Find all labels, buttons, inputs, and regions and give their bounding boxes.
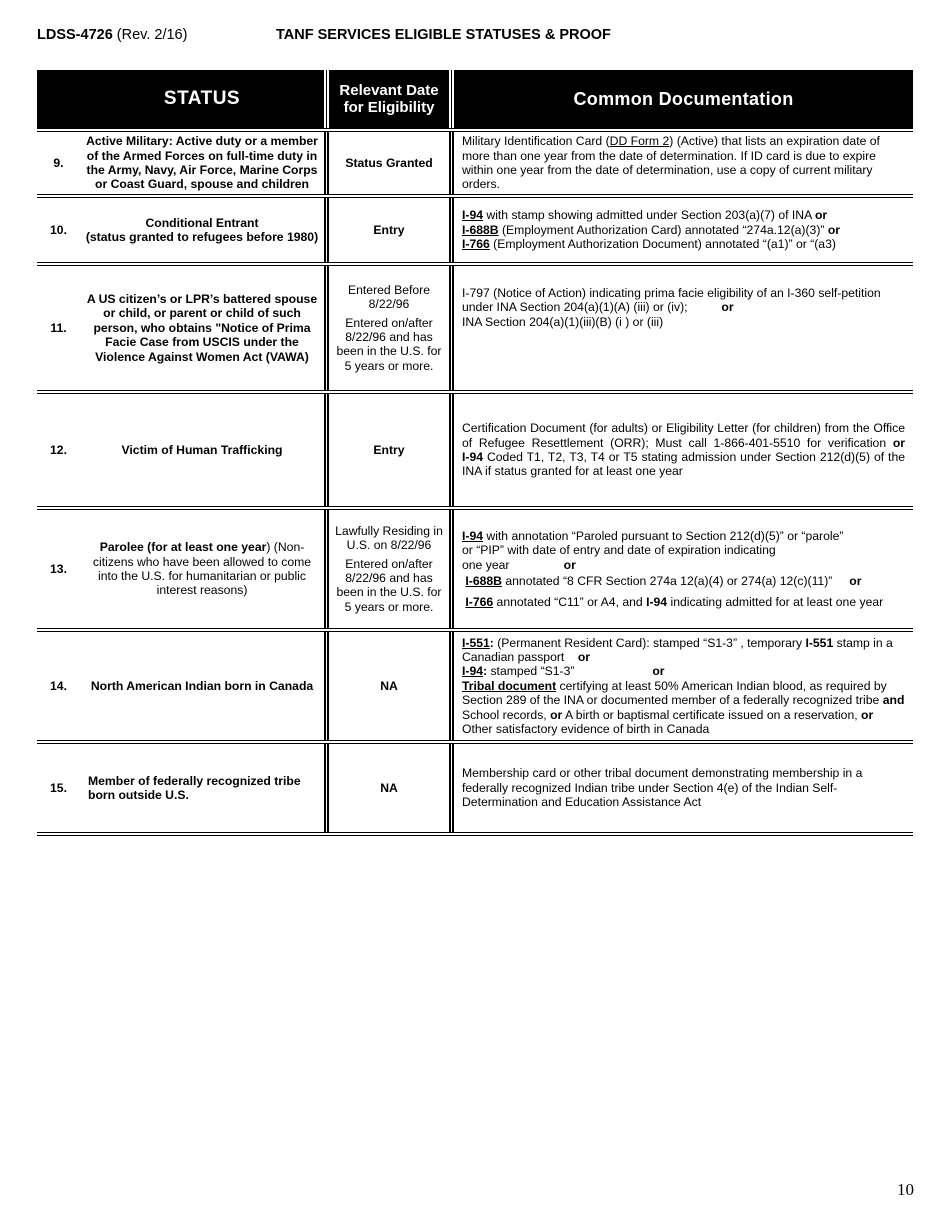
doc-text: (Employment Authorization Card) annotated “274a.12(a)(3)” [498, 222, 828, 237]
or-text: or [652, 664, 665, 679]
table-header-row [37, 70, 913, 128]
doc-text: (Employment Authorization Document) annotated “(a1)” or “(a3) [489, 237, 836, 252]
doc-text: Coded T1, T2, T3, T4 or T5 stating admission under Section 212(d)(5) of the INA if status granted for at least one year [462, 450, 905, 479]
doc-text: INA Section 204(a)(1)(iii)(B) (i ) or (iii) [462, 314, 664, 329]
doc-text: stamp in a Canadian passport [462, 635, 893, 664]
doc-text: stamped “S1-3” [487, 664, 575, 679]
row-relevant-date: Entry [329, 198, 454, 262]
date-entry: Lawfully Residing in U.S. on 8/22/96 [335, 523, 443, 553]
page-number: 10 [897, 1180, 914, 1199]
table-row-11 [37, 262, 913, 390]
table-row-9 [37, 128, 913, 194]
table-row-12 [37, 390, 913, 506]
row-relevant-date [329, 266, 454, 390]
row-status: A US citizen’s or LPR’s battered spouse or child, or parent or child of such person, who obtains "Notice of Prima Facie Case from USCIS under the Violence Against Women Act (VAWA) [80, 266, 329, 390]
header-num-cell [37, 70, 80, 128]
row-status [80, 198, 329, 262]
header-relevant-date: Relevant Date for Eligibility [329, 70, 454, 128]
row-relevant-date [329, 510, 454, 628]
doc-code: I-94 [462, 664, 484, 679]
doc-text: certifying at least 50% American Indian blood, as required by Section 289 of the INA or documented member of a federally recognized tribe [462, 678, 887, 708]
eligibility-table [37, 70, 913, 836]
doc-text: indicating admitted for at least one year [667, 594, 884, 609]
status-line: Conditional Entrant [145, 215, 259, 230]
doc-text: School records, [462, 707, 551, 722]
row-relevant-date: Entry [329, 394, 454, 506]
row-number: 15. [50, 780, 67, 795]
status-bold: Parolee (for at least one year [99, 540, 267, 555]
table-row-13 [37, 506, 913, 628]
or-text: or [814, 208, 828, 223]
row-number: 13. [50, 561, 67, 576]
row-number: 14. [50, 678, 67, 693]
doc-code: I-94 [462, 528, 484, 543]
row-number: 9. [53, 155, 64, 170]
row-documentation [454, 266, 913, 390]
row-status: Member of federally recognized tribe born outside U.S. [80, 744, 329, 832]
doc-colon: : [483, 664, 488, 679]
or-text: or [861, 707, 874, 722]
doc-code: I-551 [805, 635, 834, 650]
date-entry: Entered on/after 8/22/96 and has been in the U.S. for 5 years or more. [336, 556, 442, 614]
row-relevant-date: NA [329, 744, 454, 832]
doc-code: I-94 [462, 450, 484, 464]
doc-text: one year [462, 557, 510, 572]
doc-code: Tribal document [462, 678, 557, 693]
doc-text: annotated “C11” or A4, and [493, 594, 647, 609]
or-text: or [550, 707, 563, 722]
table-row-10 [37, 194, 913, 262]
form-revision: (Rev. 2/16) [112, 27, 188, 43]
row-documentation [454, 510, 913, 628]
row-documentation [454, 632, 913, 740]
or-text: or [849, 574, 862, 589]
row-relevant-date: NA [329, 632, 454, 740]
doc-text: A birth or baptismal certificate issued on a reservation, [562, 707, 861, 722]
doc-code: I-766 [465, 594, 494, 609]
doc-text: annotated “8 CFR Section 274a 12(a)(4) or 274(a) 12(c)(11)” [501, 574, 833, 589]
or-text: or [577, 649, 591, 664]
dd-form-2-text: DD Form 2 [609, 134, 670, 149]
date-entry: Entered Before 8/22/96 [348, 282, 430, 312]
or-text: or [892, 435, 905, 450]
doc-text: or “PIP” with date of entry and date of expiration indicating [462, 543, 776, 558]
or-text: or [827, 222, 841, 237]
row-number: 11. [50, 320, 67, 335]
doc-code: I-766 [462, 237, 490, 252]
row-status: North American Indian born in Canada [80, 632, 329, 740]
header-status: STATUS [80, 70, 329, 128]
row-documentation [454, 394, 913, 506]
status-text: ) (Non-citizens who have been allowed to come into the U.S. for humanitarian or public interest reasons) [92, 540, 312, 598]
doc-code: I-688B [465, 574, 502, 589]
page-title: TANF SERVICES ELIGIBLE STATUSES & PROOF [276, 27, 611, 43]
doc-text: I-797 (Notice of Action) indicating prima facie eligibility of an I-360 self-petition under INA Section 204(a)(1)(A) (iii) or (iv); [462, 286, 881, 315]
date-entry: Entered on/after 8/22/96 and has been in the U.S. for 5 years or more. [336, 315, 442, 373]
doc-code: I-94 [646, 594, 668, 609]
doc-colon: : [489, 635, 494, 650]
row-relevant-date: Status Granted [329, 132, 454, 194]
row-documentation [454, 132, 913, 194]
row-number: 12. [50, 442, 67, 457]
doc-text: (Permanent Resident Card): stamped “S1-3” , temporary [493, 635, 806, 650]
row-documentation: Membership card or other tribal document demonstrating membership in a federally recognized Indian tribe under Section 4(e) of the Indian Self-Determination and Education Assistance Act [462, 766, 863, 810]
doc-text: with annotation “Paroled pursuant to Section 212(d)(5)” or “parole” [483, 528, 844, 543]
page-header [37, 27, 611, 43]
doc-text: Military Identification Card ( [462, 134, 610, 149]
doc-code: I-688B [462, 222, 499, 237]
row-status: Victim of Human Trafficking [80, 394, 329, 506]
table-row-14 [37, 628, 913, 740]
doc-text: Other satisfactory evidence of birth in Canada [462, 722, 710, 737]
doc-code: I-94 [462, 208, 484, 223]
and-text: and [882, 693, 905, 708]
doc-text: with stamp showing admitted under Section 203(a)(7) of INA [483, 208, 815, 223]
header-common-documentation: Common Documentation [454, 70, 913, 128]
row-number: 10. [50, 222, 67, 237]
doc-text: ) (Active) that lists an expiration date of more than one year from the date of determination. If ID card is due to expire within one year from the date of determination, use a copy of current military orders. [462, 134, 880, 192]
row-status: Active Military: Active duty or a member of the Armed Forces on full-time duty in the Army, Navy, Air Force, Marine Corps or Coast Guard, spouse and children [80, 132, 329, 194]
status-line: (status granted to refugees before 1980) [85, 230, 319, 244]
row-documentation [454, 198, 913, 262]
form-code: LDSS-4726 [37, 27, 113, 43]
row-status [80, 510, 329, 628]
table-row-15 [37, 740, 913, 836]
doc-code: I-551 [462, 635, 490, 650]
or-text: or [721, 300, 734, 315]
or-text: or [563, 557, 576, 572]
doc-text: Certification Document (for adults) or Eligibility Letter (for children) from the Office of Refugee Resettlement (ORR); Must call 1-866-401-5510 for verification [462, 421, 905, 450]
